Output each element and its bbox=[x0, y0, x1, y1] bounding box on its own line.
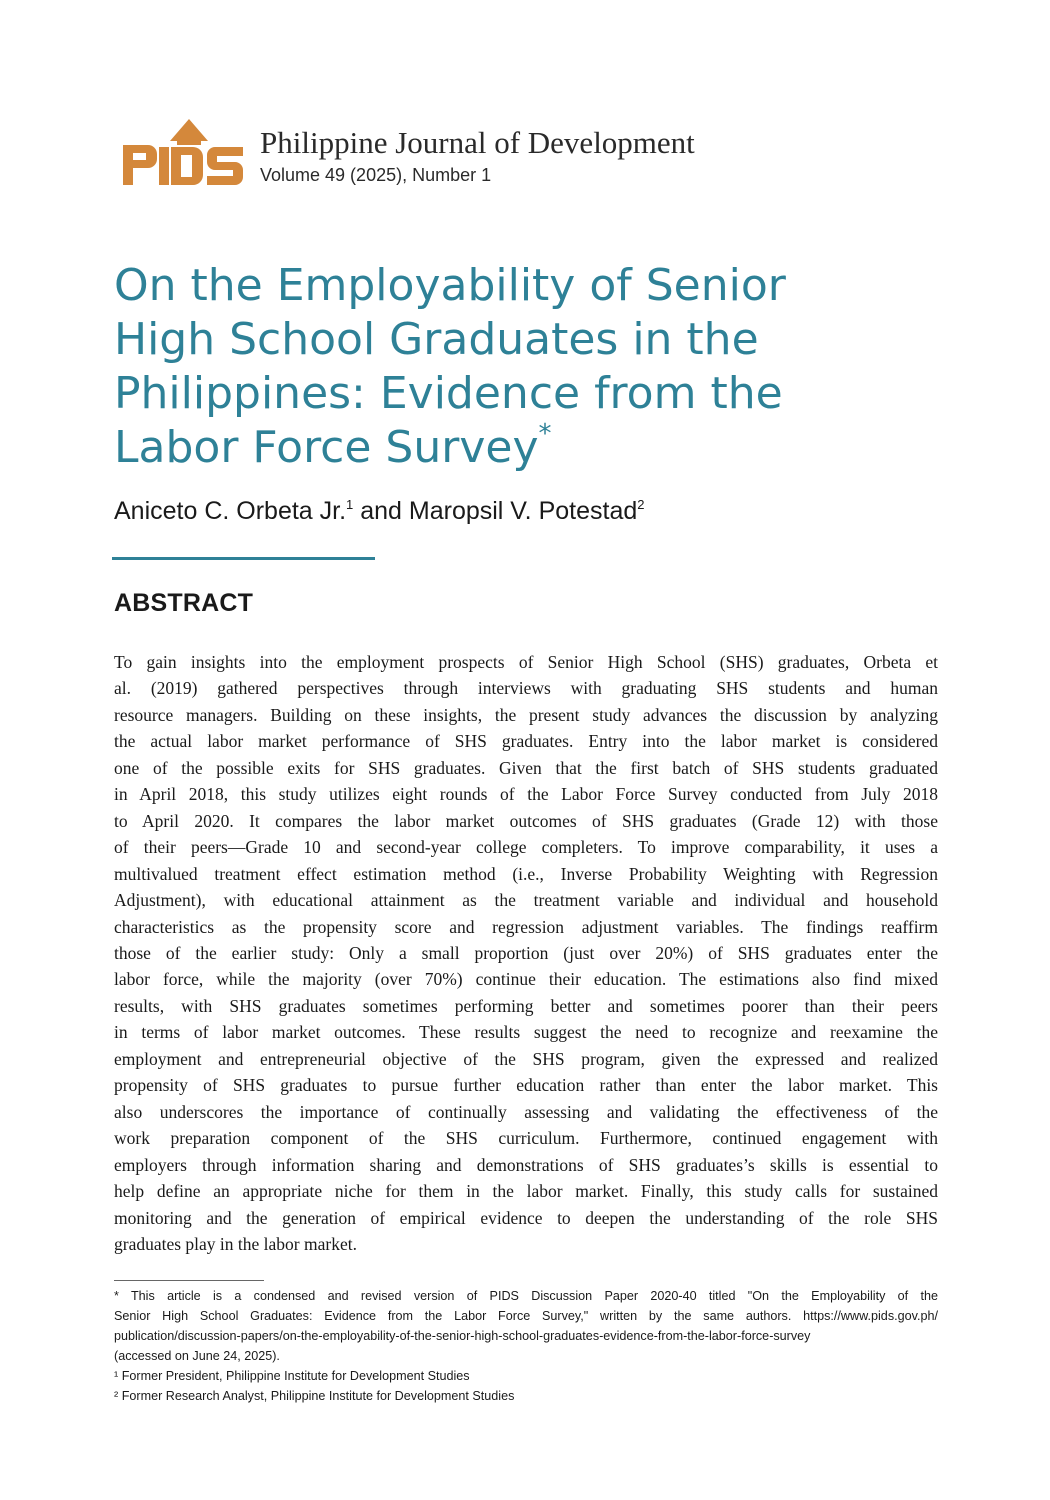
footnote-star-line: (accessed on June 24, 2025). bbox=[114, 1349, 280, 1363]
author-footnote-marker: 2 bbox=[637, 497, 645, 512]
abstract-heading: ABSTRACT bbox=[114, 589, 254, 617]
abstract-line: graduates play in the labor market. bbox=[114, 1233, 357, 1254]
title-footnote-marker: * bbox=[538, 419, 552, 449]
journal-header bbox=[260, 124, 695, 187]
abstract-line: employment and entrepreneurial objective of the SHS program, given the expressed and realized bbox=[114, 1048, 938, 1069]
author-footnote-marker: 1 bbox=[346, 497, 354, 512]
title-line: On the Employability of Senior bbox=[114, 260, 786, 311]
author-name: Maropsil V. Potestad bbox=[408, 497, 638, 525]
journal-volume: Volume 49 (2025), Number 1 bbox=[260, 165, 492, 185]
abstract-line: multivalued treatment effect estimation method (i.e., Inverse Probability Weighting with Regression bbox=[114, 863, 938, 884]
title-line: Labor Force Survey bbox=[114, 422, 539, 473]
abstract-line: labor force, while the majority (over 70%) continue their education. The estimations also find mixed bbox=[114, 969, 938, 990]
abstract-line: of their peers—Grade 10 and second-year college completers. To improve comparability, it uses a bbox=[114, 837, 938, 858]
abstract-line: al. (2019) gathered perspectives through interviews with graduating SHS students and human bbox=[114, 678, 938, 699]
title-line: Philippines: Evidence from the bbox=[114, 368, 783, 419]
abstract-line: employers through information sharing and demonstrations of SHS graduates’s skills is essential to bbox=[114, 1154, 938, 1175]
article-title bbox=[114, 259, 914, 475]
footnote-1: ¹ Former President, Philippine Institute for Development Studies bbox=[114, 1369, 470, 1383]
abstract-line: monitoring and the generation of empirical evidence to deepen the understanding of the role SHS bbox=[114, 1207, 938, 1228]
abstract-line: also underscores the importance of continually assessing and validating the effectiveness of the bbox=[114, 1101, 938, 1122]
abstract-line: results, with SHS graduates sometimes performing better and sometimes poorer than their peers bbox=[114, 995, 938, 1016]
abstract-line: to April 2020. It compares the labor market outcomes of SHS graduates (Grade 12) with those bbox=[114, 810, 938, 831]
abstract-line: resource managers. Building on these insights, the present study advances the discussion by analyzing bbox=[114, 704, 938, 725]
journal-name: Philippine Journal of Development bbox=[260, 125, 695, 160]
author-name: Aniceto C. Orbeta Jr. bbox=[114, 497, 347, 525]
pids-logo bbox=[121, 117, 245, 187]
abstract-line: propensity of SHS graduates to pursue further education rather than enter the labor market. This bbox=[114, 1075, 938, 1096]
authors bbox=[114, 497, 645, 526]
abstract-line: those of the earlier study: Only a small proportion (just over 20%) of SHS graduates enter the bbox=[114, 942, 938, 963]
footnote-star-line: publication/discussion-papers/on-the-employability-of-the-senior-high-school-graduates-evidence-from-the-labor-force-survey bbox=[114, 1329, 811, 1343]
author-joiner: and bbox=[353, 497, 409, 525]
footnote-star-line: * This article is a condensed and revised version of PIDS Discussion Paper 2020-40 titled "On the Employability of the bbox=[114, 1289, 938, 1303]
abstract-line: work preparation component of the SHS curriculum. Furthermore, continued engagement with bbox=[114, 1128, 938, 1149]
abstract-line: in April 2018, this study utilizes eight rounds of the Labor Force Survey conducted from July 2018 bbox=[114, 784, 938, 805]
footnotes bbox=[114, 1286, 938, 1406]
abstract-line: help define an appropriate niche for them in the labor market. Finally, this study calls for sustained bbox=[114, 1181, 938, 1202]
footnote-2: ² Former Research Analyst, Philippine Institute for Development Studies bbox=[114, 1389, 515, 1403]
section-divider bbox=[112, 557, 375, 560]
abstract-line: Adjustment), with educational attainment as the treatment variable and individual and household bbox=[114, 890, 938, 911]
abstract-line: one of the possible exits for SHS graduates. Given that the first batch of SHS students graduated bbox=[114, 757, 938, 778]
title-line: High School Graduates in the bbox=[114, 314, 759, 365]
abstract-line: characteristics as the propensity score and regression adjustment variables. The findings reaffirm bbox=[114, 916, 938, 937]
abstract-text bbox=[114, 649, 938, 1257]
footnote-star-line: Senior High School Graduates: Evidence from the Labor Force Survey," written by the same authors. https://www.pids.gov.ph/ bbox=[114, 1309, 938, 1323]
abstract-line: in terms of labor market outcomes. These results suggest the need to recognize and reexamine the bbox=[114, 1022, 938, 1043]
abstract-line: the actual labor market performance of SHS graduates. Entry into the labor market is considered bbox=[114, 731, 938, 752]
abstract-line: To gain insights into the employment prospects of Senior High School (SHS) graduates, Orbeta et bbox=[114, 652, 938, 672]
footnote-divider bbox=[114, 1280, 264, 1281]
